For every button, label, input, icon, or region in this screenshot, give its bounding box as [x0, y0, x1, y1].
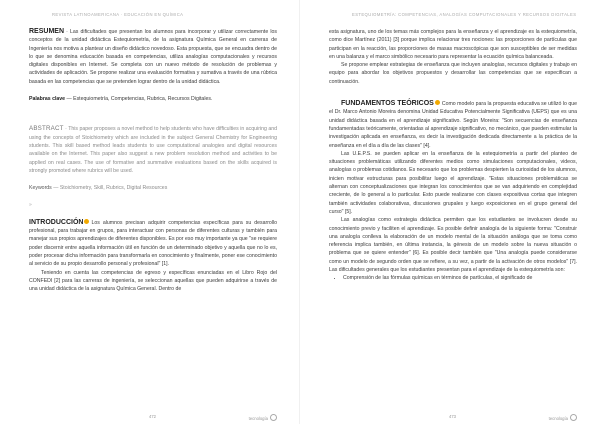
right-page: [300, 0, 600, 424]
paragraph-proposal: Se propone emplear estrategias de enseñanza que incluyen analogías, recursos digitales y trabajo en equipo para abordar los objetivos propuestos y desarrollar las competencias que se especifican a continuación.: [329, 62, 577, 85]
brand-logo-icon: [270, 414, 277, 421]
abstract-heading: ABSTRACT: [29, 125, 64, 133]
left-column: [29, 28, 277, 293]
fundamentos-paragraph-2: Las U.E.P.S. se pueden aplicar en la enseñanza de la estequiometría a partir del planteo de situaciones problemáticas utilizando diferentes medios como simulaciones computacionales, videos, analogías o problemas cotidianos. Es necesario que los problemas despierten la curiosidad de los alumnos, inicien motivar estructuras para posibilitar luego el aprendizaje. "Estas situaciones problemáticas se alternan con conceptualizaciones que integran los conocimientos que se van adquiriendo en complejidad creciente, de lo general a lo particular. Esto puede realizarse con clases expositivas cortas que integren también actividades colaborativas, discusiones grupales y luego exposiciones en el grupo general del curso" [5].: [329, 150, 577, 215]
page-number: 472: [149, 414, 156, 419]
section-dot-icon: [435, 100, 440, 105]
footer-brand: tecnología: [249, 414, 277, 421]
difficulties-list: [329, 274, 577, 282]
palabras-clave-text: — Estequiometría, Competencias, Rubrica, Recursos Digitales.: [65, 96, 213, 103]
resumen-heading: RESUMEN: [29, 28, 65, 35]
introduccion-paragraph-2: Teniendo en cuenta las competencias de egreso y específicas enunciadas en el Libro Rojo del CONFEDI [2] para las carreras de ingeniería, se seleccionan aquellas que pueden adquirirse a través de una unidad didáctica de la asignatura Química General. Dentro de: [29, 269, 277, 293]
brand-logo-icon: [570, 414, 577, 421]
right-column: [329, 28, 577, 283]
fundamentos-paragraph-3: Las analogías como estrategia didáctica permiten que los estudiantes se involucren desde su conocimiento previo y faciliten el aprendizaje. Es posible definir analogía de la siguiente forma: "Construir una analogía conlleva la elaboración de un modelo mental de la situación análoga que se toma como referencia implica también, en última instancia, la génesis de un modelo sobre la nueva situación o problema que se quiere entender" [6]. Es posible decir también que "Una analogía puede considerarse como un modelo de segundo orden que se refiere, a su vez, a partir de la activación de otros modelos" [7]. Las dificultades generales que los estudiantes presentan para el aprendizaje de la estequiometría son:: [329, 217, 577, 274]
paragraph-continuation: esta asignatura, uno de los temas más complejos para la enseñanza y el aprendizaje es la estequiometría, como dice Martínez (2011) [3] porque implica relacionar tres nociones: las proporciones de partículas que participan en la reacción, las proporciones de masas macroscópicas que son susceptibles de ser medidas en una balanza y el marco simbólico necesario para representar la ecuación química balanceada.: [329, 29, 577, 60]
running-head: ESTEQUIOMETRÍA: COMPETENCIAS, ANALOGÍAS COMPUTACIONALES Y RECURSOS DIGITALES: [352, 12, 577, 17]
fundamentos-heading: FUNDAMENTOS TEÓRICOS: [341, 100, 434, 108]
palabras-clave-label: Palabras clave: [29, 96, 66, 103]
footer-brand: tecnología: [549, 414, 577, 421]
introduccion-paragraph-1: Los alumnos precisan adquirir competencias específicas para su desarrollo profesional, para trabajar en grupos, para interactuar con personas de diferentes culturas y también para manejar sus propios aprendizajes de diferentes disponibles. Es por eso muy importante ya que "se requiere poder discernir entre aquella información útil en función de un determinado objetivo y aquella que no lo es, poder procesar dicha información para transformarla en conocimiento y finalmente, poner ese conocimiento al servicio de su propio desarrollo personal y profesional" [1].: [29, 219, 277, 268]
abstract-text: · This paper proposes a novel method to help students who have difficulties in acquiring and using the concepts of Stoichiometry which are included in the subject General Chemistry for Engineering students. This skill based method leads students to use computational analogies and digital resources available on the Internet. This paper also suggest a new problem resolution method and activities to be applied on real cases. The use of formative and summative evaluations based on the skills acquired is strongly promoted where rubrics will be used.: [29, 126, 277, 174]
keywords-text: — Stoichiometry, Skill, Rubrics, Digital Resources: [51, 185, 168, 192]
introduccion-heading: INTRODUCCIÓN: [29, 218, 84, 226]
list-item: • Comprensión de las fórmulas químicas en términos de partículas, el significado de: [343, 274, 577, 282]
page-number: 473: [449, 414, 456, 419]
resumen-text: · Las dificultades que presentan los alumnos para incorporar y utilizar correctamente los conceptos de la unidad didáctica Estequiometría, de la asignatura Química General en carreras de Ingeniería nos motiva a plantear un diseño didáctico novedoso. Esta propuesta, que se encuadra dentro de lo que se denomina educación basada en competencias, utiliza analogías computacionales y recursos digitales disponibles en Internet. Se completa con un nuevo método de resolución de problemas y actividades de aplicación. Se propone realizar una evaluación formativa y sumativa a través de una rúbrica basada en las competencias que se pretenden lograr dentro de la unidad didáctica.: [29, 29, 277, 85]
running-head: REVISTA LATINOAMERICANA · EDUCACIÓN EN QUÍMICA: [52, 12, 184, 17]
keywords-label: Keywords: [29, 185, 52, 192]
section-arrow-icon: »: [29, 202, 32, 209]
section-dot-icon: [84, 219, 89, 224]
fundamentos-paragraph-1: Como modelo para la propuesta educativa se utilizó lo que el Dr. Marco Antonio Moreira denomina Unidad Educativa Potencialmente Significativa (UEPS) que es una unidad didáctica basada en el aprendizaje significativo. Según Moreira: "Son secuencias de enseñanza fundamentadas teóricamente, orientadas al aprendizaje significativo, no mecánico, que pueden estimular la investigación aplicada en enseñanza, es decir la investigación dedicada directamente a la práctica de la enseñanza en el día a día de las clases" [4].: [329, 101, 577, 149]
